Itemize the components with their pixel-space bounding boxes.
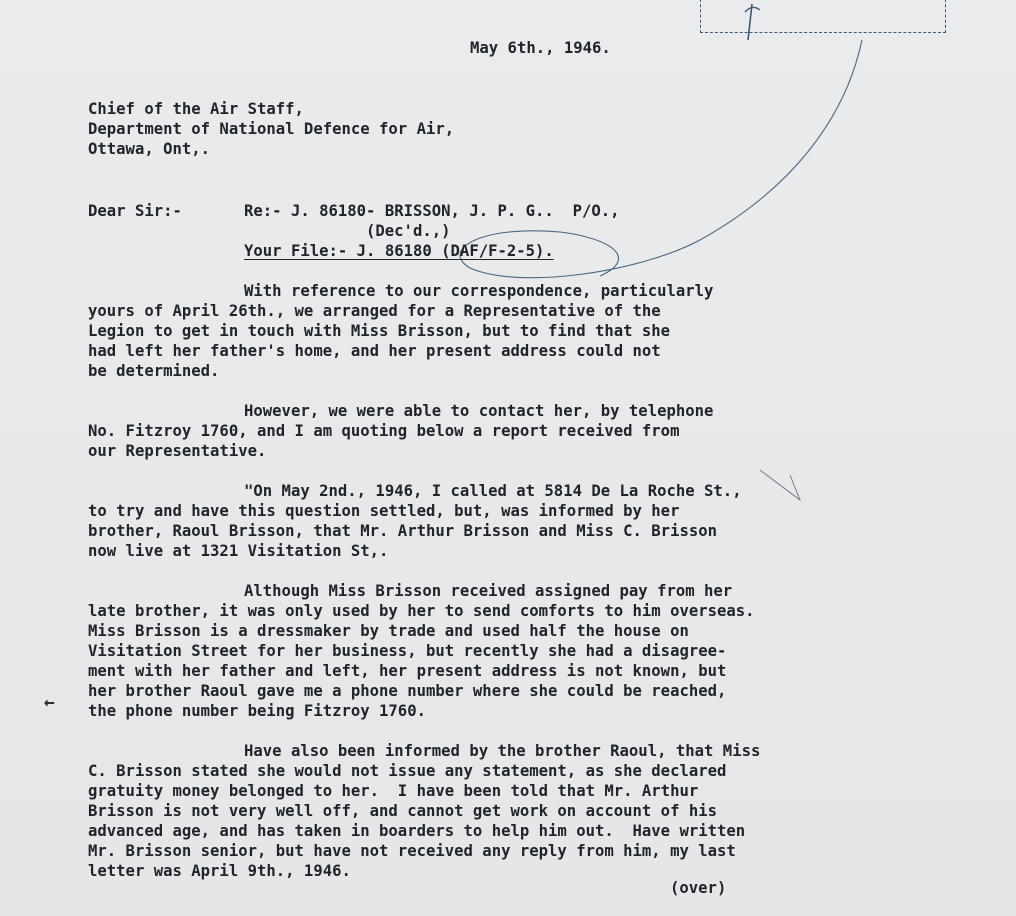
para3-line: brother, Raoul Brisson, that Mr. Arthur Brisson and Miss C. Brisson bbox=[88, 522, 718, 540]
para5-line: C. Brisson stated she would not issue any statement, as she declared bbox=[88, 762, 727, 780]
recipient-line-3: Ottawa, Ont,. bbox=[88, 140, 211, 158]
para2-line: However, we were able to contact her, by telephone bbox=[244, 402, 714, 420]
recipient-line-2: Department of National Defence for Air, bbox=[88, 120, 455, 138]
para5-line: letter was April 9th., 1946. bbox=[88, 862, 351, 880]
para5-line: Brisson is not very well off, and cannot get work on account of his bbox=[88, 802, 718, 820]
re-line-1: Re:- J. 86180- BRISSON, J. P. G.. P/O., bbox=[244, 202, 620, 220]
para5-line: advanced age, and has taken in boarders to help him out. Have written bbox=[88, 822, 746, 840]
para4-line: Miss Brisson is a dressmaker by trade and used half the house on bbox=[88, 622, 689, 640]
para5-line: gratuity money belonged to her. I have been told that Mr. Arthur bbox=[88, 782, 699, 800]
margin-arrow-icon: ← bbox=[44, 692, 55, 713]
para3-line: now live at 1321 Visitation St,. bbox=[88, 542, 389, 560]
para1-line: Legion to get in touch with Miss Brisson, but to find that she bbox=[88, 322, 671, 340]
para1-line: yours of April 26th., we arranged for a Representative of the bbox=[88, 302, 661, 320]
para4-line: ment with her father and left, her present address is not known, but bbox=[88, 662, 727, 680]
para3-line: "On May 2nd., 1946, I called at 5814 De La Roche St., bbox=[244, 482, 742, 500]
para3-line: to try and have this question settled, but, was informed by her bbox=[88, 502, 680, 520]
para2-line: our Representative. bbox=[88, 442, 267, 460]
para5-line: Have also been informed by the brother Raoul, that Miss bbox=[244, 742, 761, 760]
para5-line: Mr. Brisson senior, but have not received any reply from him, my last bbox=[88, 842, 736, 860]
salutation: Dear Sir:- bbox=[88, 202, 182, 220]
re-line-2: (Dec'd.,) bbox=[366, 222, 451, 240]
para2-line: No. Fitzroy 1760, and I am quoting below a report received from bbox=[88, 422, 680, 440]
re-line-3-your-file: Your File:- J. 86180 (DAF/F-2-5). bbox=[244, 242, 554, 260]
para1-line: With reference to our correspondence, particularly bbox=[244, 282, 714, 300]
para4-line: her brother Raoul gave me a phone number where she could be reached, bbox=[88, 682, 727, 700]
recipient-line-1: Chief of the Air Staff, bbox=[88, 100, 304, 118]
para4-line: Visitation Street for her business, but recently she had a disagree- bbox=[88, 642, 727, 660]
continuation-note: (over) bbox=[670, 879, 727, 897]
para1-line: had left her father's home, and her present address could not bbox=[88, 342, 661, 360]
para4-line: late brother, it was only used by her to send comforts to him overseas. bbox=[88, 602, 755, 620]
para1-line: be determined. bbox=[88, 362, 220, 380]
para4-line: Although Miss Brisson received assigned pay from her bbox=[244, 582, 733, 600]
letter-date: May 6th., 1946. bbox=[470, 39, 611, 57]
para4-line: the phone number being Fitzroy 1760. bbox=[88, 702, 426, 720]
